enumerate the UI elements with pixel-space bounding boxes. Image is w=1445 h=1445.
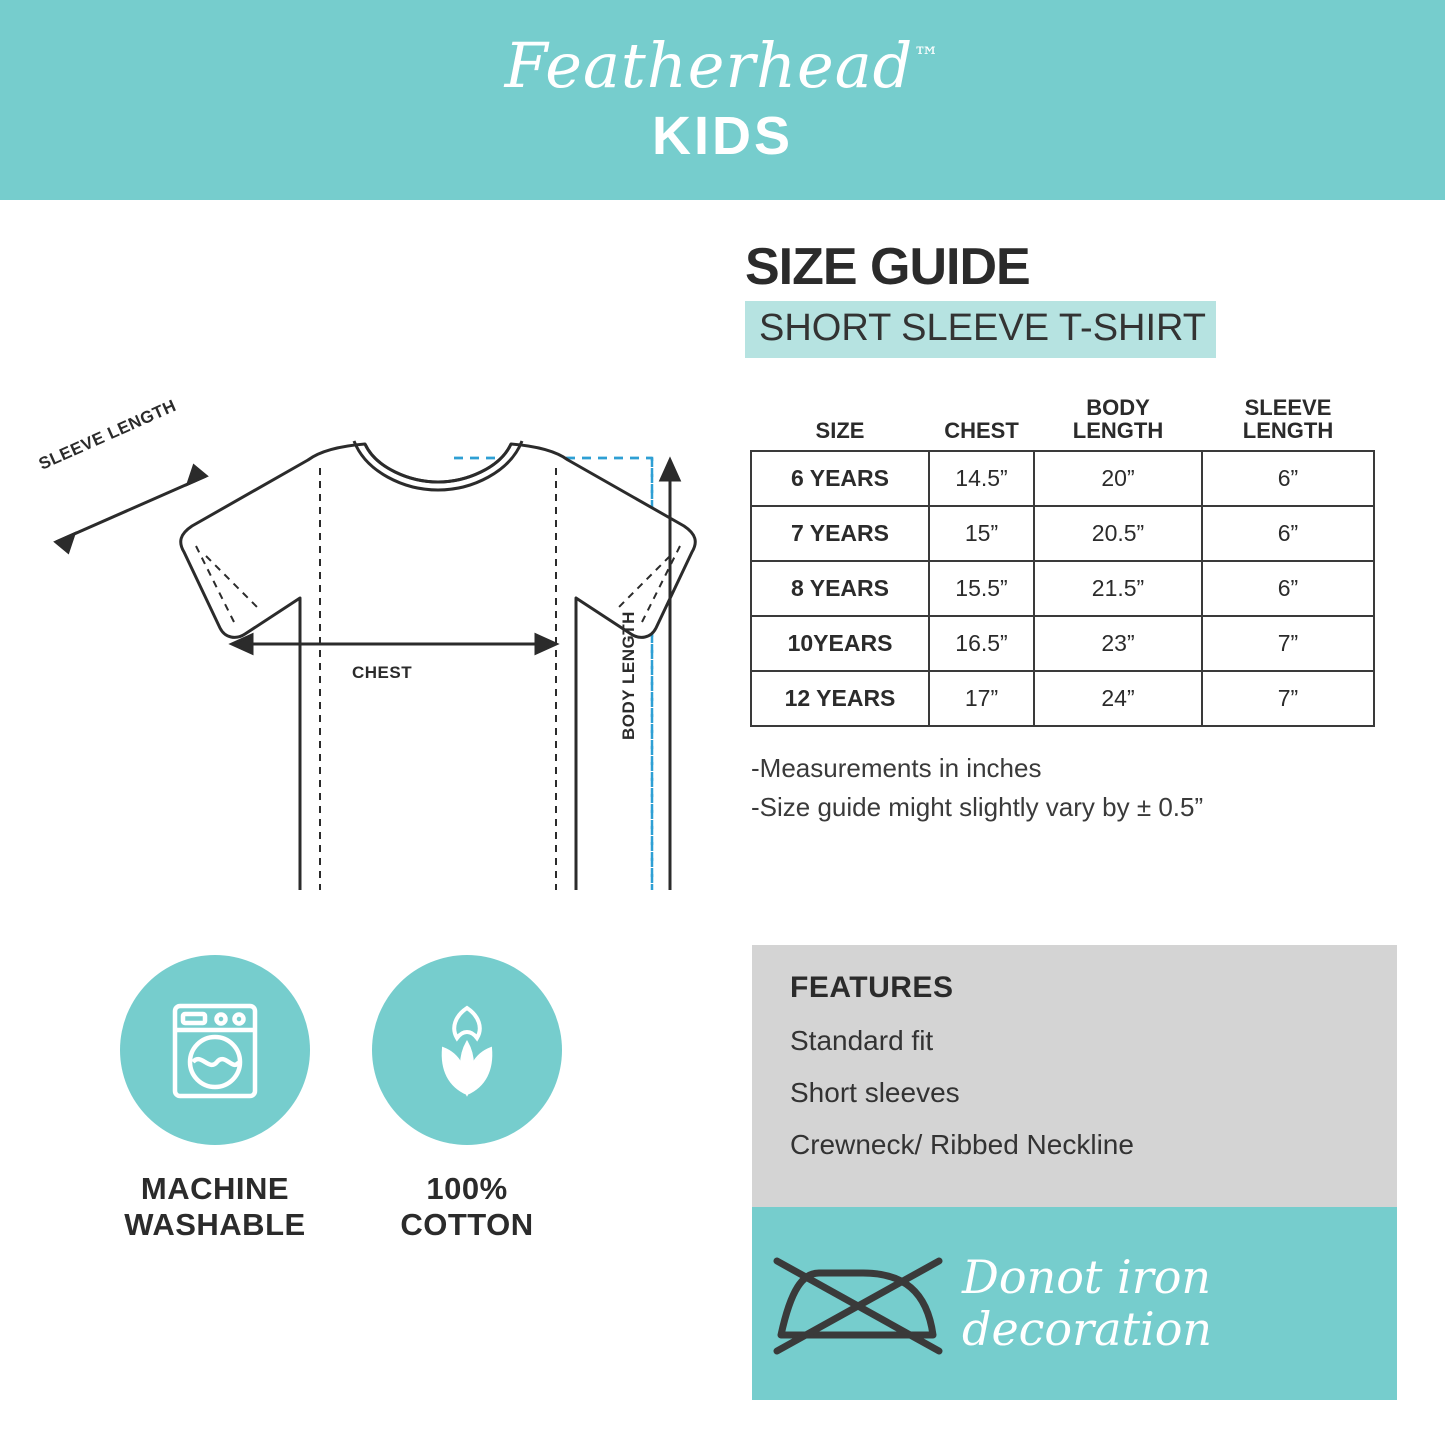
table-header-row: [751, 394, 1374, 451]
table-row: [751, 506, 1374, 561]
features-heading: FEATURES: [790, 971, 954, 1004]
care-label-line1: MACHINE: [140, 1171, 290, 1206]
col-header-sleeve-length: SLEEVE LENGTH: [1242, 394, 1334, 443]
cell-sleeve-length: 6”: [1202, 506, 1374, 561]
col-header-chest: CHEST: [944, 417, 1019, 443]
size-guide-title: SIZE GUIDE: [745, 238, 1030, 296]
care-icons: [120, 955, 640, 1242]
care-label: [124, 1171, 305, 1242]
cell-sleeve-length: 6”: [1202, 561, 1374, 616]
no-iron-panel: [752, 1207, 1397, 1400]
col-header-body-length: BODY LENGTH: [1072, 394, 1164, 443]
chest-label: CHEST: [352, 663, 413, 682]
cell-sleeve-length: 7”: [1202, 616, 1374, 671]
features-panel: [752, 945, 1397, 1207]
no-iron-line2: decoration: [962, 1301, 1213, 1356]
cell-size: 8 YEARS: [751, 561, 929, 616]
table-row: [751, 561, 1374, 616]
cell-size: 6 YEARS: [751, 451, 929, 506]
care-circle: [120, 955, 310, 1145]
cell-sleeve-length: 7”: [1202, 671, 1374, 726]
cell-sleeve-length: 6”: [1202, 451, 1374, 506]
sleeve-length-label: SLEEVE LENGTH: [35, 396, 180, 474]
size-guide-panel: [745, 240, 1405, 827]
cell-chest: 14.5”: [929, 451, 1034, 506]
feature-item: Standard fit: [790, 1025, 934, 1056]
cell-size: 10YEARS: [751, 616, 929, 671]
cell-chest: 16.5”: [929, 616, 1034, 671]
col-header-size: SIZE: [815, 417, 865, 443]
page-header: [0, 0, 1445, 200]
table-row: [751, 671, 1374, 726]
care-circle: [372, 955, 562, 1145]
size-notes: [751, 749, 1405, 827]
trademark-symbol: ™: [913, 42, 941, 73]
cell-chest: 15.5”: [929, 561, 1034, 616]
cell-body-length: 20.5”: [1034, 506, 1202, 561]
cell-body-length: 24”: [1034, 671, 1202, 726]
size-table-body: [751, 451, 1374, 726]
care-label-line1: 100%: [426, 1171, 508, 1206]
size-guide-subtitle: SHORT SLEEVE T-SHIRT: [745, 301, 1216, 358]
washing-machine-icon: [155, 990, 275, 1110]
brand-subline: KIDS: [651, 105, 793, 166]
cell-body-length: 20”: [1034, 451, 1202, 506]
feature-item: Short sleeves: [790, 1077, 960, 1108]
no-iron-text: [962, 1249, 1213, 1356]
cell-chest: 17”: [929, 671, 1034, 726]
tshirt-illustration: [20, 310, 720, 890]
cell-chest: 15”: [929, 506, 1034, 561]
care-item-cotton: [372, 955, 562, 1242]
cell-size: 7 YEARS: [751, 506, 929, 561]
brand-logo: [504, 29, 941, 103]
tshirt-diagram: [0, 200, 730, 900]
cell-body-length: 21.5”: [1034, 561, 1202, 616]
cell-body-length: 23”: [1034, 616, 1202, 671]
note-variance: -Size guide might slightly vary by ± 0.5”: [751, 791, 1204, 822]
body-length-label: BODY LENGTH: [619, 611, 638, 740]
care-item-machine-washable: [120, 955, 310, 1242]
size-table: [750, 394, 1375, 727]
table-row: [751, 616, 1374, 671]
cell-size: 12 YEARS: [751, 671, 929, 726]
size-table-head: [751, 394, 1374, 451]
cotton-flower-icon: [407, 990, 527, 1110]
no-iron-icon: [752, 1239, 962, 1369]
care-label-line2: COTTON: [400, 1206, 534, 1242]
brand-name: Featherhead: [504, 29, 914, 103]
note-measurements: -Measurements in inches: [751, 752, 1042, 783]
care-label-line2: WASHABLE: [124, 1206, 306, 1242]
no-iron-line1: Donot iron: [962, 1249, 1212, 1304]
feature-item: Crewneck/ Ribbed Neckline: [790, 1129, 1134, 1160]
care-label: [400, 1171, 533, 1242]
table-row: [751, 451, 1374, 506]
